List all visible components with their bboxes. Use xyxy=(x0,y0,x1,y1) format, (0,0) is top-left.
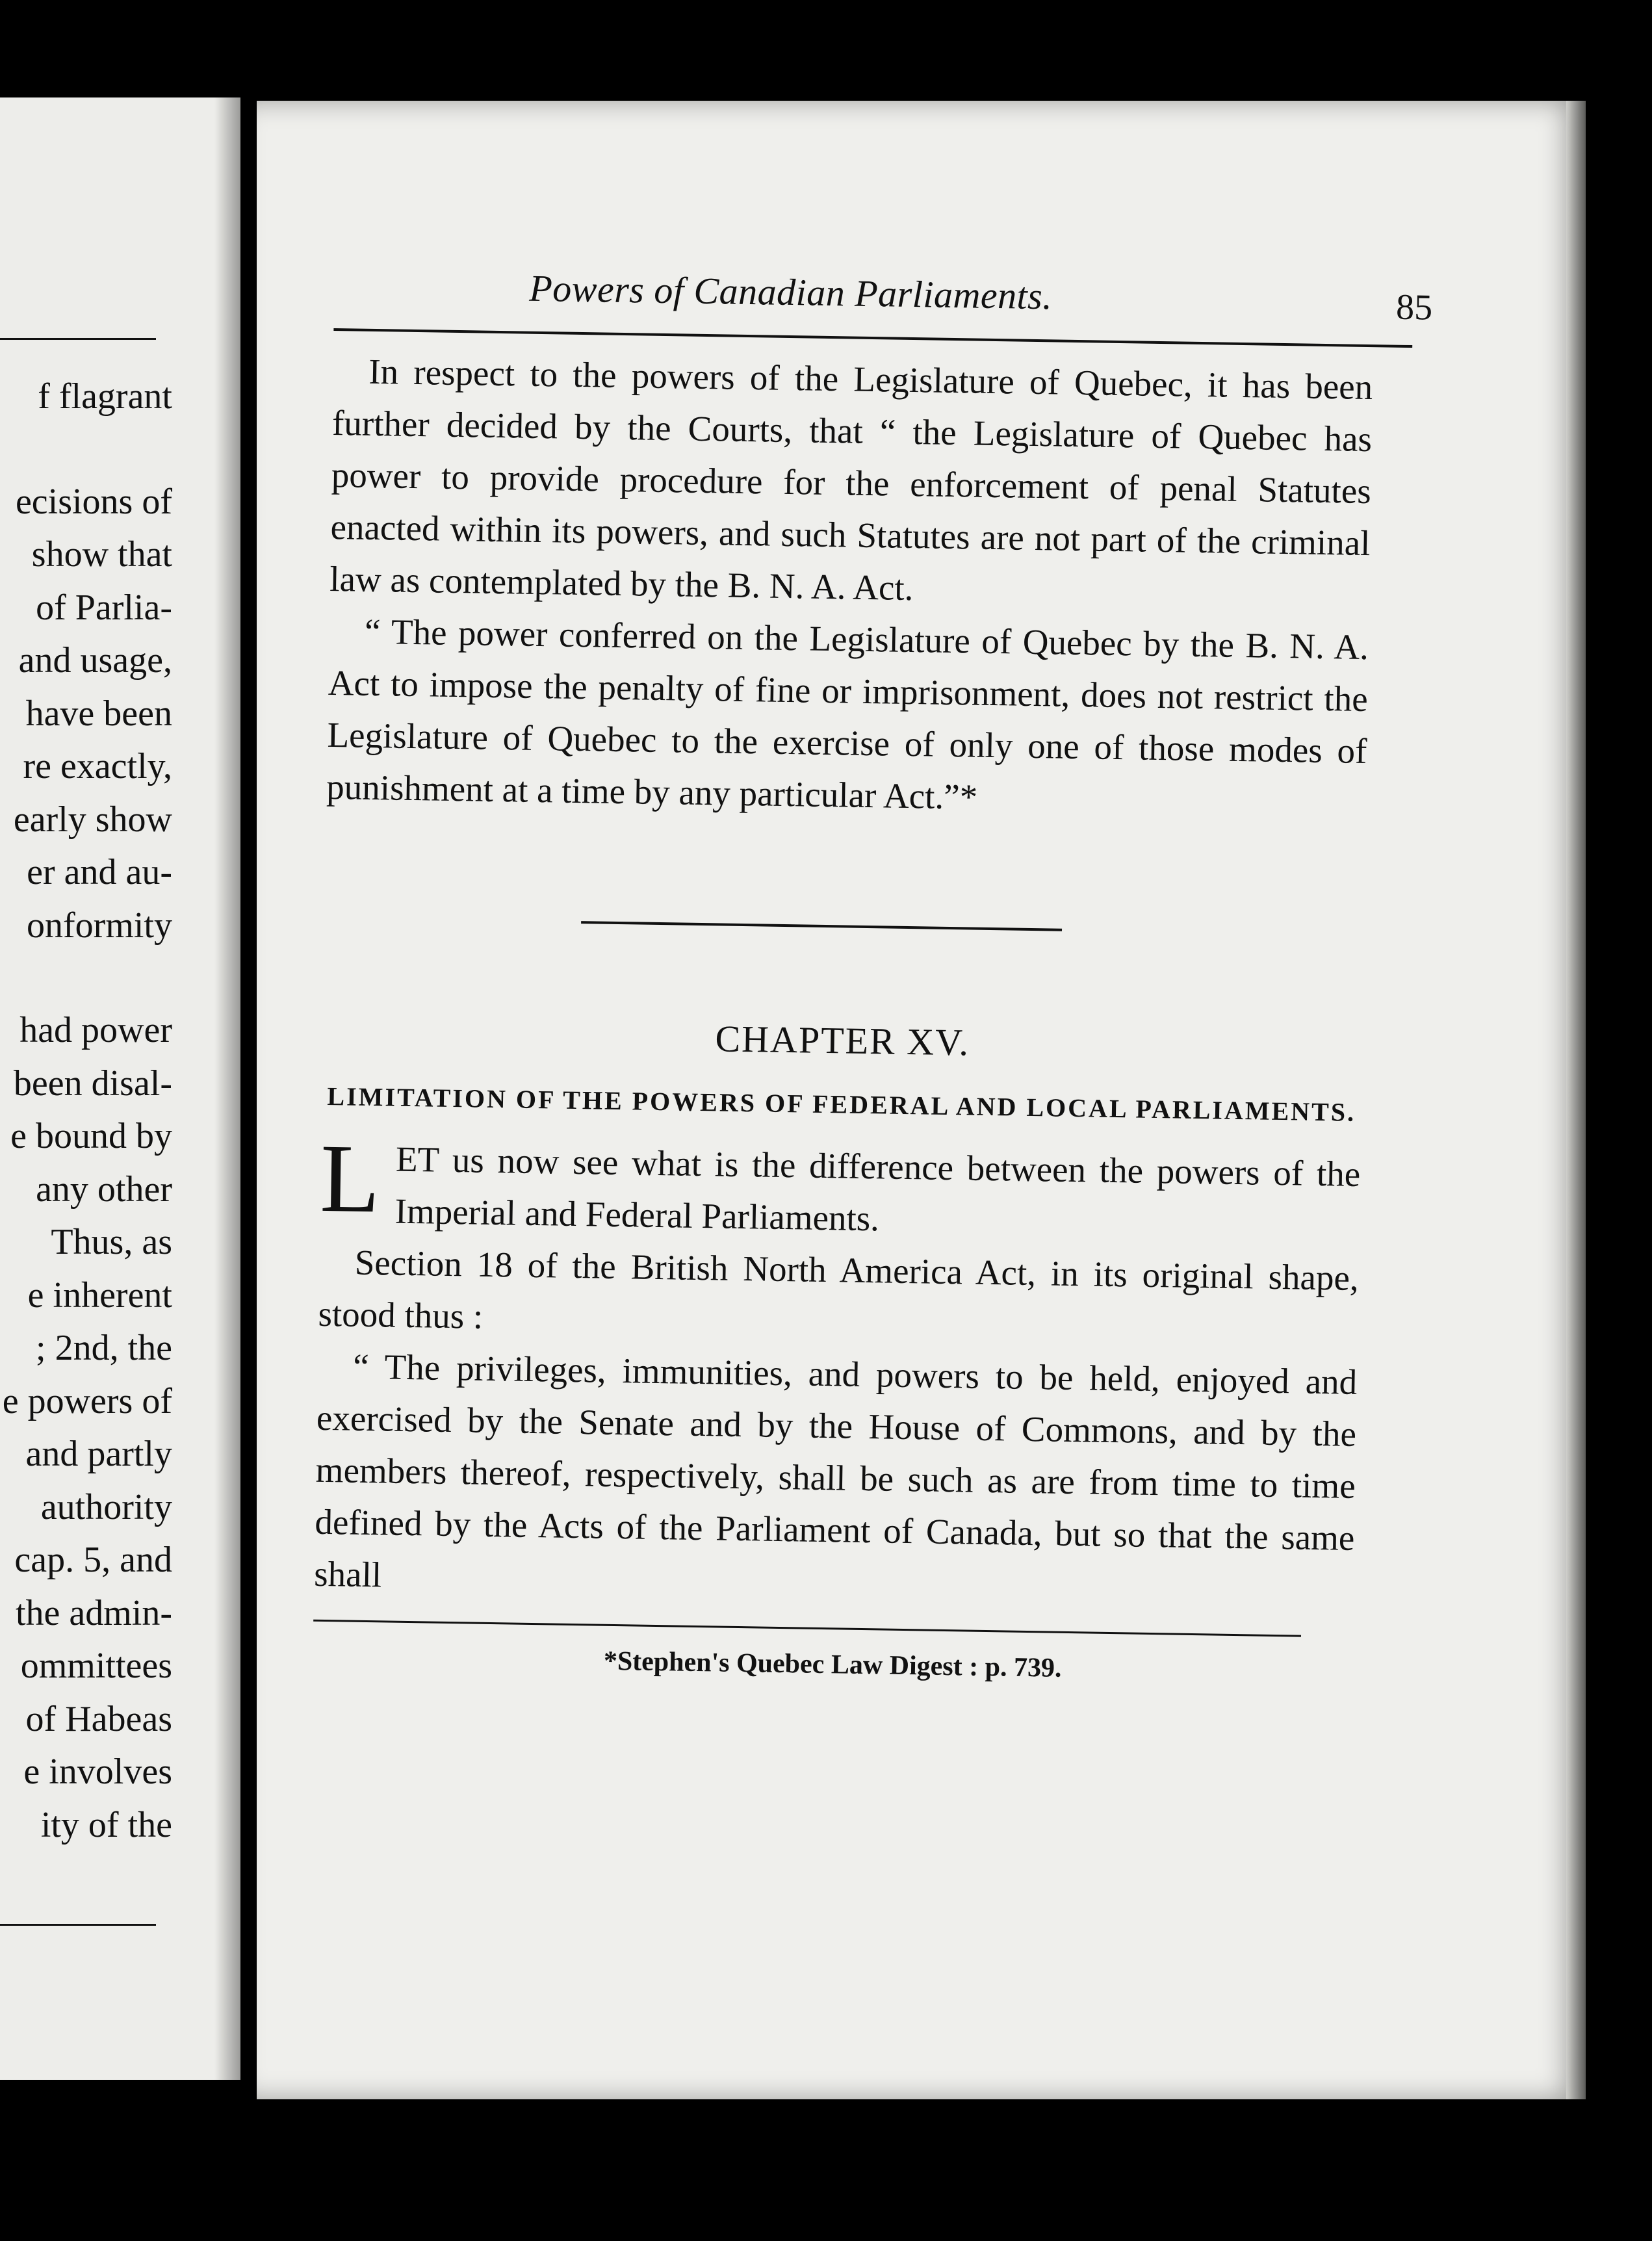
left-line: Thus, as xyxy=(51,1222,172,1262)
left-page-rule xyxy=(0,338,156,340)
body-paragraph: “ The privileges, immunities, and powers to be held, enjoyed and exercised by the Senate and by the House of Commons, and by the members thereof, respectively, shall be such as are from time to time defined by the Acts of the Parliament of Canada, but so that the same shall xyxy=(313,1346,1358,1595)
left-line: early show xyxy=(13,799,172,840)
running-title: Powers of Canadian Parliaments. xyxy=(528,266,1053,318)
left-line: cap. 5, and xyxy=(14,1540,172,1580)
body-paragraph: “ The power conferred on the Legislature of Quebec by the B. N. A. Act to impose the penalty of fine or imprisonment, does not restrict the Legislature of Quebec to the exercise of only one of those modes of punishment at a time by any particular Act.”* xyxy=(326,611,1369,817)
main-page xyxy=(257,101,1586,2099)
chapter-title: CHAPTER XV. xyxy=(715,1017,970,1064)
left-line: the admin- xyxy=(15,1592,172,1633)
running-head xyxy=(334,263,1433,338)
left-line: authority xyxy=(40,1486,172,1527)
left-facing-page xyxy=(0,97,240,2080)
gutter-shadow xyxy=(214,97,240,2080)
left-line: re exactly, xyxy=(23,746,172,786)
left-line: ommittees xyxy=(20,1646,172,1686)
left-line: show that xyxy=(31,534,172,575)
body-paragraph: Section 18 of the British North America Act, in its original shape, stood thus : xyxy=(318,1242,1360,1336)
left-line: and partly xyxy=(25,1434,172,1474)
left-line: er and au- xyxy=(27,852,172,892)
footnote: *Stephen's Quebec Law Digest : p. 739. xyxy=(603,1646,1062,1683)
drop-cap: L xyxy=(319,1124,381,1234)
body-paragraph: In respect to the powers of the Legislature of Quebec, it has been further decided by the Courts, that “ the Legislature of Quebec has power to provide procedure for the enforcement of penal Statutes enacted within its powers, and such Statutes are not part of the criminal law as contemplated by the B. N. A. Act. xyxy=(329,351,1373,608)
left-line: ity of the xyxy=(40,1804,172,1845)
left-line: onformity xyxy=(27,905,172,946)
left-line: had power xyxy=(19,1010,172,1050)
left-page-bottom-rule xyxy=(0,1924,156,1926)
chapter-opening-paragraph xyxy=(319,1124,1361,1252)
footnote-rule xyxy=(313,1620,1301,1637)
left-line: e powers of xyxy=(2,1380,172,1421)
left-line: e inherent xyxy=(27,1275,172,1315)
left-line: have been xyxy=(25,693,172,734)
left-page-text xyxy=(3,370,172,1852)
left-line: of Parlia- xyxy=(36,587,172,628)
left-line: ecisions of xyxy=(15,481,172,522)
page-edge xyxy=(1566,101,1586,2099)
left-line: been disal- xyxy=(13,1063,172,1104)
left-line: e bound by xyxy=(10,1116,172,1156)
left-line: e involves xyxy=(23,1752,172,1792)
page-number: 85 xyxy=(1395,287,1433,328)
page-content xyxy=(313,263,1433,1689)
left-line: ; 2nd, the xyxy=(36,1328,172,1368)
left-line: and usage, xyxy=(18,640,172,680)
left-line: f flagrant xyxy=(38,376,172,417)
left-line: any other xyxy=(36,1169,172,1210)
opening-text: ET us now see what is the difference between the powers of the Imperial and Federal Parliaments. xyxy=(394,1139,1361,1239)
chapter-subtitle: LIMITATION OF THE POWERS OF FEDERAL AND LOCAL PARLIAMENTS. xyxy=(327,1081,1356,1127)
left-line: of Habeas xyxy=(25,1698,172,1739)
section-divider xyxy=(581,921,1062,931)
